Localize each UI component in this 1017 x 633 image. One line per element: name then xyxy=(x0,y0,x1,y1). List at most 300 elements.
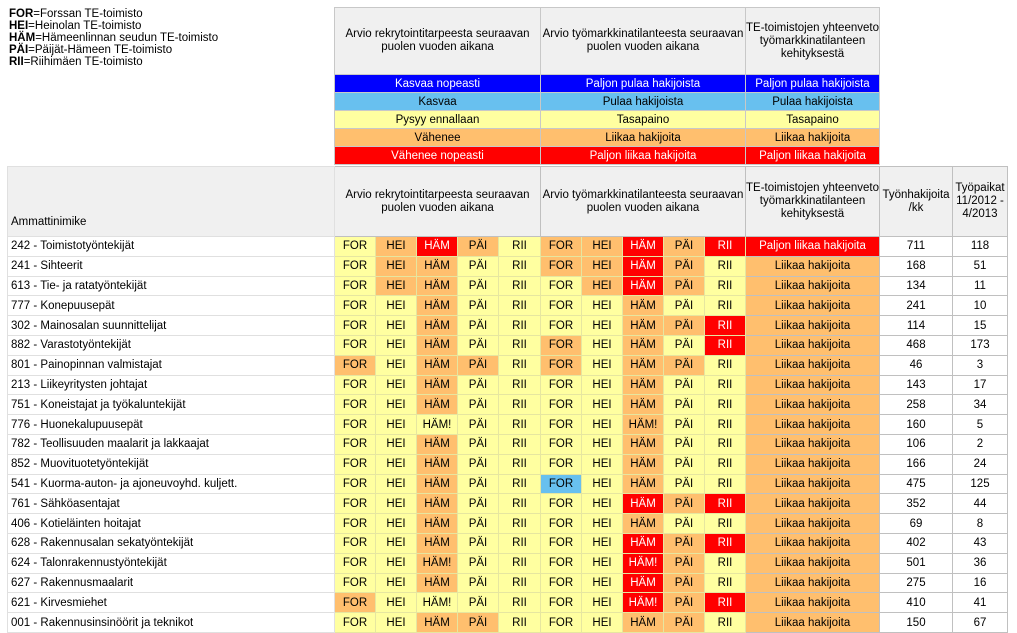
key-cell: Pulaa hakijoista xyxy=(746,93,880,111)
legend-abbr: RII xyxy=(9,56,24,68)
summary-cell: Liikaa hakijoita xyxy=(746,434,880,454)
recruit-office-cell: PÄI xyxy=(458,494,499,514)
key-cell: Pulaa hakijoista xyxy=(541,93,746,111)
market-office-cell: PÄI xyxy=(664,335,705,355)
recruit-office-cell: HÄM xyxy=(417,573,458,593)
market-office-cell: HEI xyxy=(582,335,623,355)
market-office-cell: FOR xyxy=(541,415,582,435)
market-office-cell: PÄI xyxy=(664,593,705,613)
summary-cell: Liikaa hakijoita xyxy=(746,355,880,375)
market-office-cell: HÄM xyxy=(623,276,664,296)
recruit-office-cell: FOR xyxy=(335,533,376,553)
jobs-cell: 51 xyxy=(953,256,1008,276)
seekers-cell: 150 xyxy=(880,613,953,633)
header-recruit: Arvio rekrytointitarpeesta seuraavan puolen vuoden aikana xyxy=(335,167,541,237)
market-office-cell: RII xyxy=(705,335,746,355)
recruit-office-cell: HÄM xyxy=(417,494,458,514)
summary-cell: Liikaa hakijoita xyxy=(746,256,880,276)
recruit-office-cell: HEI xyxy=(376,553,417,573)
table-row xyxy=(8,237,1008,257)
recruit-office-cell: HÄM! xyxy=(417,593,458,613)
recruit-office-cell: PÄI xyxy=(458,355,499,375)
market-office-cell: HEI xyxy=(582,375,623,395)
table-row xyxy=(8,553,1008,573)
summary-cell: Liikaa hakijoita xyxy=(746,375,880,395)
market-office-cell: HEI xyxy=(582,296,623,316)
jobs-cell: 44 xyxy=(953,494,1008,514)
header-occupation: Ammattinimike xyxy=(8,167,335,237)
header-market: Arvio työmarkkinatilanteesta seuraavan puolen vuoden aikana xyxy=(541,167,746,237)
market-office-cell: PÄI xyxy=(664,256,705,276)
recruit-office-cell: PÄI xyxy=(458,613,499,633)
recruit-office-cell: PÄI xyxy=(458,514,499,534)
seekers-cell: 501 xyxy=(880,553,953,573)
table-row xyxy=(8,593,1008,613)
occupation-name: 782 - Teollisuuden maalarit ja lakkaajat xyxy=(8,434,335,454)
market-office-cell: HEI xyxy=(582,256,623,276)
market-office-cell: PÄI xyxy=(664,276,705,296)
recruit-office-cell: HEI xyxy=(376,395,417,415)
seekers-cell: 168 xyxy=(880,256,953,276)
market-office-cell: RII xyxy=(705,514,746,534)
recruit-office-cell: RII xyxy=(499,415,541,435)
jobs-cell: 5 xyxy=(953,415,1008,435)
occupation-name: 613 - Tie- ja ratatyöntekijät xyxy=(8,276,335,296)
seekers-cell: 402 xyxy=(880,533,953,553)
jobs-cell: 10 xyxy=(953,296,1008,316)
legend-abbr: HEI xyxy=(9,20,29,32)
recruit-office-cell: RII xyxy=(499,237,541,257)
recruit-office-cell: HEI xyxy=(376,415,417,435)
recruit-office-cell: HÄM xyxy=(417,434,458,454)
occupation-name: 624 - Talonrakennustyöntekijät xyxy=(8,553,335,573)
recruit-office-cell: RII xyxy=(499,613,541,633)
recruit-office-cell: FOR xyxy=(335,573,376,593)
recruit-office-cell: PÄI xyxy=(458,375,499,395)
market-office-cell: PÄI xyxy=(664,514,705,534)
recruit-office-cell: HÄM xyxy=(417,256,458,276)
recruit-office-cell: FOR xyxy=(335,494,376,514)
header-summary: TE-toimistojen yhteenveto työmarkkinatilanteen kehityksestä xyxy=(746,167,880,237)
jobs-cell: 41 xyxy=(953,593,1008,613)
market-office-cell: FOR xyxy=(541,276,582,296)
recruit-office-cell: PÄI xyxy=(458,256,499,276)
header-jobs: Työpaikat 11/2012 - 4/2013 xyxy=(953,167,1008,237)
seekers-cell: 468 xyxy=(880,335,953,355)
market-office-cell: HÄM xyxy=(623,474,664,494)
market-office-cell: RII xyxy=(705,494,746,514)
market-office-cell: FOR xyxy=(541,553,582,573)
market-office-cell: HÄM xyxy=(623,514,664,534)
occupation-name: 776 - Huonekalupuusepät xyxy=(8,415,335,435)
summary-cell: Liikaa hakijoita xyxy=(746,593,880,613)
seekers-cell: 143 xyxy=(880,375,953,395)
recruit-office-cell: HEI xyxy=(376,276,417,296)
key-cell: Liikaa hakijoita xyxy=(541,129,746,147)
market-office-cell: HEI xyxy=(582,454,623,474)
market-office-cell: HÄM xyxy=(623,395,664,415)
market-office-cell: HÄM xyxy=(623,256,664,276)
market-office-cell: HÄM xyxy=(623,613,664,633)
market-office-cell: FOR xyxy=(541,593,582,613)
table-row xyxy=(8,573,1008,593)
summary-cell: Liikaa hakijoita xyxy=(746,316,880,336)
recruit-office-cell: FOR xyxy=(335,593,376,613)
market-office-cell: RII xyxy=(705,316,746,336)
summary-cell: Liikaa hakijoita xyxy=(746,514,880,534)
seekers-cell: 114 xyxy=(880,316,953,336)
recruit-office-cell: HEI xyxy=(376,593,417,613)
recruit-office-cell: RII xyxy=(499,256,541,276)
seekers-cell: 352 xyxy=(880,494,953,514)
recruit-office-cell: HEI xyxy=(376,494,417,514)
market-office-cell: FOR xyxy=(541,514,582,534)
recruit-office-cell: HÄM xyxy=(417,237,458,257)
market-office-cell: RII xyxy=(705,454,746,474)
market-office-cell: PÄI xyxy=(664,434,705,454)
recruit-office-cell: PÄI xyxy=(458,454,499,474)
recruit-office-cell: RII xyxy=(499,355,541,375)
key-row xyxy=(335,147,880,165)
market-office-cell: RII xyxy=(705,573,746,593)
market-office-cell: HEI xyxy=(582,593,623,613)
market-office-cell: FOR xyxy=(541,533,582,553)
market-office-cell: HEI xyxy=(582,395,623,415)
summary-cell: Liikaa hakijoita xyxy=(746,553,880,573)
market-office-cell: PÄI xyxy=(664,316,705,336)
key-cell: Kasvaa nopeasti xyxy=(335,75,541,93)
occupation-name: 751 - Koneistajat ja työkaluntekijät xyxy=(8,395,335,415)
table-row xyxy=(8,514,1008,534)
market-office-cell: HÄM xyxy=(623,375,664,395)
recruit-office-cell: HÄM xyxy=(417,514,458,534)
market-office-cell: PÄI xyxy=(664,395,705,415)
key-header-market: Arvio työmarkkinatilanteesta seuraavan puolen vuoden aikana xyxy=(541,8,746,75)
recruit-office-cell: RII xyxy=(499,375,541,395)
recruit-office-cell: HÄM xyxy=(417,375,458,395)
legend-item xyxy=(9,32,218,44)
market-office-cell: FOR xyxy=(541,296,582,316)
occupation-name: 241 - Sihteerit xyxy=(8,256,335,276)
recruit-office-cell: FOR xyxy=(335,474,376,494)
summary-cell: Liikaa hakijoita xyxy=(746,474,880,494)
market-office-cell: FOR xyxy=(541,573,582,593)
summary-cell: Paljon liikaa hakijoita xyxy=(746,237,880,257)
summary-cell: Liikaa hakijoita xyxy=(746,276,880,296)
recruit-office-cell: HÄM xyxy=(417,533,458,553)
recruit-office-cell: RII xyxy=(499,395,541,415)
table-row xyxy=(8,434,1008,454)
market-office-cell: HÄM xyxy=(623,494,664,514)
market-office-cell: HÄM xyxy=(623,434,664,454)
recruit-office-cell: HEI xyxy=(376,375,417,395)
market-office-cell: FOR xyxy=(541,375,582,395)
market-office-cell: HÄM xyxy=(623,573,664,593)
jobs-cell: 8 xyxy=(953,514,1008,534)
jobs-cell: 15 xyxy=(953,316,1008,336)
recruit-office-cell: HÄM! xyxy=(417,553,458,573)
market-office-cell: PÄI xyxy=(664,553,705,573)
recruit-office-cell: PÄI xyxy=(458,415,499,435)
jobs-cell: 36 xyxy=(953,553,1008,573)
key-cell: Kasvaa xyxy=(335,93,541,111)
jobs-cell: 24 xyxy=(953,454,1008,474)
market-office-cell: RII xyxy=(705,553,746,573)
recruit-office-cell: RII xyxy=(499,514,541,534)
market-office-cell: HÄM! xyxy=(623,415,664,435)
market-office-cell: RII xyxy=(705,395,746,415)
recruit-office-cell: HÄM xyxy=(417,296,458,316)
market-office-cell: FOR xyxy=(541,395,582,415)
occupation-table xyxy=(7,166,1008,633)
recruit-office-cell: HÄM xyxy=(417,395,458,415)
occupation-name: 242 - Toimistotyöntekijät xyxy=(8,237,335,257)
key-row xyxy=(335,129,880,147)
market-office-cell: HÄM! xyxy=(623,593,664,613)
market-office-cell: PÄI xyxy=(664,415,705,435)
recruit-office-cell: HEI xyxy=(376,355,417,375)
market-office-cell: RII xyxy=(705,593,746,613)
legend-text: =Päijät-Hämeen TE-toimisto xyxy=(28,44,173,56)
market-office-cell: RII xyxy=(705,296,746,316)
key-header-recruit: Arvio rekrytointitarpeesta seuraavan puolen vuoden aikana xyxy=(335,8,541,75)
summary-cell: Liikaa hakijoita xyxy=(746,613,880,633)
table-row xyxy=(8,533,1008,553)
recruit-office-cell: RII xyxy=(499,533,541,553)
recruit-office-cell: HEI xyxy=(376,454,417,474)
recruit-office-cell: HEI xyxy=(376,573,417,593)
market-office-cell: RII xyxy=(705,533,746,553)
key-cell: Pysyy ennallaan xyxy=(335,111,541,129)
recruit-office-cell: FOR xyxy=(335,415,376,435)
jobs-cell: 16 xyxy=(953,573,1008,593)
seekers-cell: 166 xyxy=(880,454,953,474)
market-office-cell: FOR xyxy=(541,355,582,375)
summary-cell: Liikaa hakijoita xyxy=(746,573,880,593)
seekers-cell: 106 xyxy=(880,434,953,454)
recruit-office-cell: HÄM xyxy=(417,454,458,474)
seekers-cell: 46 xyxy=(880,355,953,375)
recruit-office-cell: RII xyxy=(499,434,541,454)
recruit-office-cell: FOR xyxy=(335,256,376,276)
table-row xyxy=(8,296,1008,316)
market-office-cell: RII xyxy=(705,375,746,395)
summary-cell: Liikaa hakijoita xyxy=(746,395,880,415)
jobs-cell: 11 xyxy=(953,276,1008,296)
market-office-cell: HÄM! xyxy=(623,553,664,573)
occupation-name: 302 - Mainosalan suunnittelijat xyxy=(8,316,335,336)
market-office-cell: PÄI xyxy=(664,613,705,633)
recruit-office-cell: RII xyxy=(499,276,541,296)
market-office-cell: HÄM xyxy=(623,533,664,553)
recruit-office-cell: FOR xyxy=(335,355,376,375)
market-office-cell: PÄI xyxy=(664,474,705,494)
market-office-cell: RII xyxy=(705,613,746,633)
key-cell: Tasapaino xyxy=(746,111,880,129)
summary-cell: Liikaa hakijoita xyxy=(746,533,880,553)
recruit-office-cell: HÄM xyxy=(417,316,458,336)
table-row xyxy=(8,355,1008,375)
recruit-office-cell: HEI xyxy=(376,613,417,633)
table-row xyxy=(8,256,1008,276)
market-office-cell: HEI xyxy=(582,276,623,296)
table-row xyxy=(8,316,1008,336)
table-row xyxy=(8,454,1008,474)
key-row xyxy=(335,93,880,111)
occupation-name: 852 - Muovituotetyöntekijät xyxy=(8,454,335,474)
recruit-office-cell: PÄI xyxy=(458,276,499,296)
recruit-office-cell: HEI xyxy=(376,533,417,553)
legend-text: =Heinolan TE-toimisto xyxy=(28,20,142,32)
market-office-cell: PÄI xyxy=(664,355,705,375)
market-office-cell: FOR xyxy=(541,474,582,494)
occupation-name: 621 - Kirvesmiehet xyxy=(8,593,335,613)
legend-text: =Hämeenlinnan seudun TE-toimisto xyxy=(35,32,219,44)
office-legend xyxy=(9,8,218,68)
summary-cell: Liikaa hakijoita xyxy=(746,335,880,355)
market-office-cell: FOR xyxy=(541,237,582,257)
table-row xyxy=(8,276,1008,296)
market-office-cell: PÄI xyxy=(664,573,705,593)
market-office-cell: PÄI xyxy=(664,454,705,474)
market-office-cell: HEI xyxy=(582,553,623,573)
recruit-office-cell: HEI xyxy=(376,474,417,494)
recruit-office-cell: HÄM! xyxy=(417,415,458,435)
market-office-cell: PÄI xyxy=(664,296,705,316)
market-office-cell: PÄI xyxy=(664,237,705,257)
occupation-name: 001 - Rakennusinsinöörit ja teknikot xyxy=(8,613,335,633)
recruit-office-cell: RII xyxy=(499,296,541,316)
market-office-cell: PÄI xyxy=(664,494,705,514)
jobs-cell: 2 xyxy=(953,434,1008,454)
table-row xyxy=(8,335,1008,355)
key-cell: Paljon pulaa hakijoista xyxy=(541,75,746,93)
legend-abbr: PÄI xyxy=(9,44,29,56)
recruit-office-cell: RII xyxy=(499,553,541,573)
market-office-cell: RII xyxy=(705,355,746,375)
market-office-cell: HEI xyxy=(582,573,623,593)
recruit-office-cell: HÄM xyxy=(417,276,458,296)
market-office-cell: HEI xyxy=(582,533,623,553)
recruit-office-cell: HÄM xyxy=(417,474,458,494)
table-row xyxy=(8,613,1008,633)
seekers-cell: 475 xyxy=(880,474,953,494)
occupation-name: 406 - Kotieläinten hoitajat xyxy=(8,514,335,534)
recruit-office-cell: PÄI xyxy=(458,553,499,573)
table-row xyxy=(8,395,1008,415)
recruit-office-cell: PÄI xyxy=(458,573,499,593)
recruit-office-cell: FOR xyxy=(335,276,376,296)
seekers-cell: 410 xyxy=(880,593,953,613)
recruit-office-cell: FOR xyxy=(335,395,376,415)
occupation-name: 761 - Sähköasentajat xyxy=(8,494,335,514)
recruit-office-cell: FOR xyxy=(335,553,376,573)
seekers-cell: 711 xyxy=(880,237,953,257)
recruit-office-cell: RII xyxy=(499,573,541,593)
occupation-name: 801 - Painopinnan valmistajat xyxy=(8,355,335,375)
recruit-office-cell: RII xyxy=(499,593,541,613)
market-office-cell: RII xyxy=(705,434,746,454)
recruit-office-cell: FOR xyxy=(335,296,376,316)
recruit-office-cell: HEI xyxy=(376,434,417,454)
market-office-cell: HEI xyxy=(582,355,623,375)
key-header-summary: TE-toimistojen yhteenveto työmarkkinatilanteen kehityksestä xyxy=(746,8,880,75)
header-seekers: Työnhakijoita /kk xyxy=(880,167,953,237)
legend-text: =Riihimäen TE-toimisto xyxy=(23,56,143,68)
recruit-office-cell: FOR xyxy=(335,613,376,633)
market-office-cell: FOR xyxy=(541,335,582,355)
recruit-office-cell: HEI xyxy=(376,335,417,355)
key-cell: Paljon liikaa hakijoita xyxy=(541,147,746,165)
table-row xyxy=(8,415,1008,435)
market-office-cell: HÄM xyxy=(623,316,664,336)
recruit-office-cell: FOR xyxy=(335,514,376,534)
market-office-cell: HEI xyxy=(582,237,623,257)
table-row xyxy=(8,474,1008,494)
summary-cell: Liikaa hakijoita xyxy=(746,415,880,435)
recruit-office-cell: PÄI xyxy=(458,237,499,257)
recruit-office-cell: FOR xyxy=(335,237,376,257)
jobs-cell: 173 xyxy=(953,335,1008,355)
market-office-cell: HÄM xyxy=(623,296,664,316)
table-row xyxy=(8,375,1008,395)
recruit-office-cell: FOR xyxy=(335,316,376,336)
market-office-cell: FOR xyxy=(541,494,582,514)
occupation-name: 541 - Kuorma-auton- ja ajoneuvoyhd. kuljett. xyxy=(8,474,335,494)
recruit-office-cell: HÄM xyxy=(417,613,458,633)
recruit-office-cell: HEI xyxy=(376,514,417,534)
market-office-cell: FOR xyxy=(541,454,582,474)
summary-cell: Liikaa hakijoita xyxy=(746,454,880,474)
recruit-office-cell: RII xyxy=(499,494,541,514)
legend-text: =Forssan TE-toimisto xyxy=(33,8,143,20)
market-office-cell: FOR xyxy=(541,434,582,454)
seekers-cell: 275 xyxy=(880,573,953,593)
recruit-office-cell: PÄI xyxy=(458,533,499,553)
key-cell: Vähenee xyxy=(335,129,541,147)
recruit-office-cell: RII xyxy=(499,454,541,474)
recruit-office-cell: RII xyxy=(499,335,541,355)
recruit-office-cell: PÄI xyxy=(458,434,499,454)
occupation-name: 777 - Konepuusepät xyxy=(8,296,335,316)
summary-cell: Liikaa hakijoita xyxy=(746,296,880,316)
recruit-office-cell: HEI xyxy=(376,296,417,316)
color-key-table xyxy=(334,7,880,165)
market-office-cell: HÄM xyxy=(623,335,664,355)
recruit-office-cell: FOR xyxy=(335,434,376,454)
market-office-cell: RII xyxy=(705,474,746,494)
legend-item xyxy=(9,44,218,56)
key-row xyxy=(335,75,880,93)
market-office-cell: HEI xyxy=(582,474,623,494)
summary-cell: Liikaa hakijoita xyxy=(746,494,880,514)
recruit-office-cell: PÄI xyxy=(458,395,499,415)
market-office-cell: HEI xyxy=(582,316,623,336)
key-cell: Vähenee nopeasti xyxy=(335,147,541,165)
seekers-cell: 241 xyxy=(880,296,953,316)
jobs-cell: 67 xyxy=(953,613,1008,633)
recruit-office-cell: PÄI xyxy=(458,335,499,355)
market-office-cell: PÄI xyxy=(664,533,705,553)
recruit-office-cell: PÄI xyxy=(458,593,499,613)
market-office-cell: HÄM xyxy=(623,237,664,257)
legend-item xyxy=(9,20,218,32)
market-office-cell: FOR xyxy=(541,256,582,276)
market-office-cell: PÄI xyxy=(664,375,705,395)
seekers-cell: 134 xyxy=(880,276,953,296)
jobs-cell: 125 xyxy=(953,474,1008,494)
jobs-cell: 17 xyxy=(953,375,1008,395)
